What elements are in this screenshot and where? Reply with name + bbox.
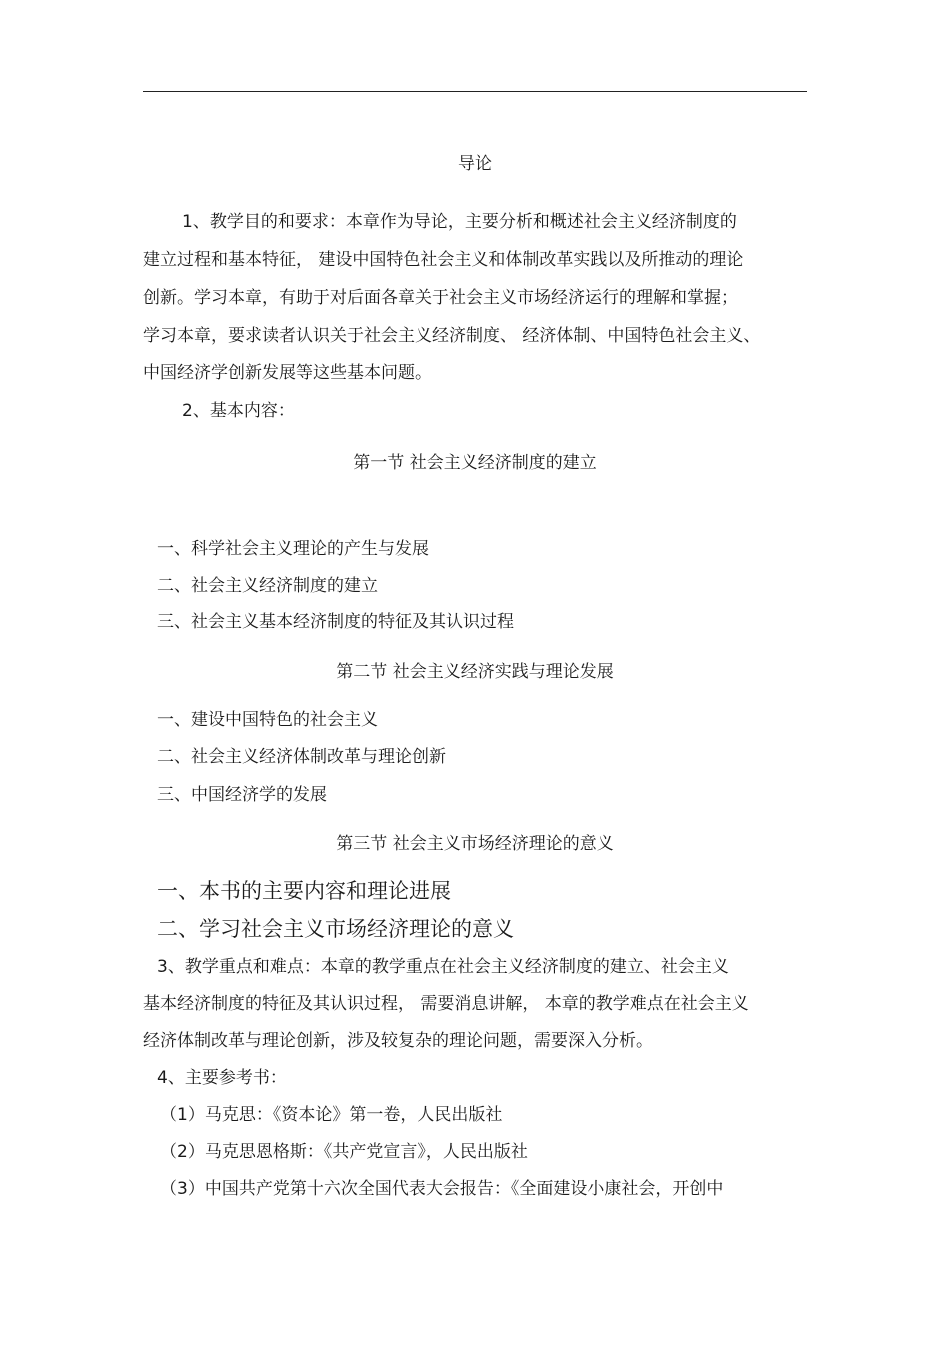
section-3-item: 一、本书的主要内容和理论进展 [157,879,451,903]
objective-line-5: 中国经济学创新发展等这些基本问题。 [143,363,432,383]
section-2-item: 二、社会主义经济体制改革与理论创新 [157,747,446,767]
section-1-item: 一、科学社会主义理论的产生与发展 [157,539,429,559]
section-3-item: 二、学习社会主义市场经济理论的意义 [157,917,514,941]
section-2-item: 三、中国经济学的发展 [157,785,327,805]
objective-line-1: 1、教学目的和要求：本章作为导论，主要分析和概述社会主义经济制度的 [182,212,737,232]
section-2-title: 第二节 社会主义经济实践与理论发展 [336,662,614,682]
objective-line-2: 建立过程和基本特征， 建设中国特色社会主义和体制改革实践以及所推动的理论 [143,250,744,270]
references-heading: 4、主要参考书： [157,1068,287,1088]
section-2-item: 一、建设中国特色的社会主义 [157,710,378,730]
reference-item: （1）马克思：《资本论》第一卷，人民出版社 [160,1105,503,1125]
key-points-line-2: 基本经济制度的特征及其认识过程， 需要消息讲解， 本章的教学难点在社会主义 [143,994,749,1014]
section-3-title: 第三节 社会主义市场经济理论的意义 [336,834,614,854]
objective-line-4: 学习本章，要求读者认识关于社会主义经济制度、 经济体制、中国特色社会主义、 [143,326,761,346]
reference-item: （3）中国共产党第十六次全国代表大会报告：《全面建设小康社会，开创中 [160,1179,724,1199]
section-1-title: 第一节 社会主义经济制度的建立 [353,453,597,473]
reference-item: （2）马克思恩格斯：《共产党宣言》，人民出版社 [160,1142,528,1162]
section-1-item: 二、社会主义经济制度的建立 [157,576,378,596]
key-points-line-1: 3、教学重点和难点：本章的教学重点在社会主义经济制度的建立、社会主义 [157,957,729,977]
chapter-title: 导论 [458,154,492,174]
basic-content-heading: 2、基本内容： [182,401,295,421]
key-points-line-3: 经济体制改革与理论创新，涉及较复杂的理论问题，需要深入分析。 [143,1031,653,1051]
section-1-item: 三、社会主义基本经济制度的特征及其认识过程 [157,612,514,632]
objective-line-3: 创新。学习本章，有助于对后面各章关于社会主义市场经济运行的理解和掌握； [143,288,738,308]
header-rule [143,91,807,92]
